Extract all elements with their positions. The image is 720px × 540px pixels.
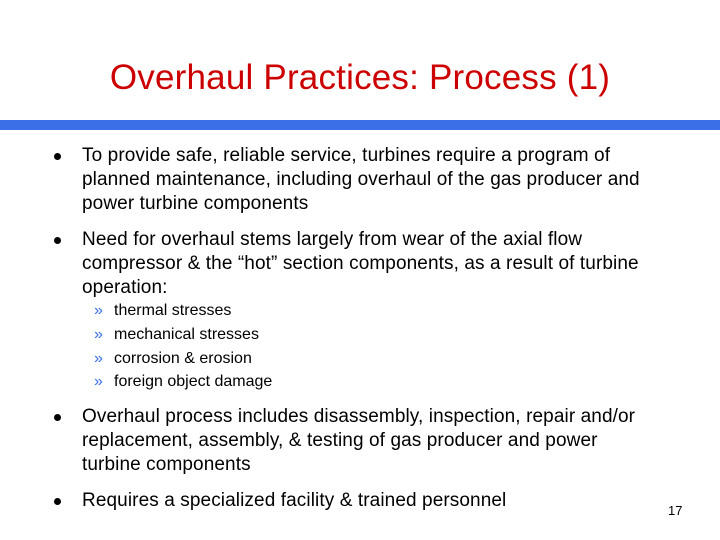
- sub-bullet-item: [94, 370, 514, 394]
- bullet-dot-icon: [54, 237, 61, 244]
- sub-bullet-item: [94, 347, 514, 371]
- double-chevron-icon: »: [94, 302, 103, 319]
- sub-bullet-text: mechanical stresses: [114, 326, 259, 343]
- page-number: 17: [668, 503, 683, 518]
- sub-bullet-text: thermal stresses: [114, 302, 232, 319]
- sub-bullet-item: [94, 299, 514, 323]
- title-underline-bar: [0, 120, 720, 130]
- bullet-dot-icon: [54, 153, 61, 160]
- slide-title: Overhaul Practices: Process (1): [109, 58, 611, 97]
- double-chevron-icon: »: [94, 350, 103, 367]
- bullet-dot-icon: [54, 414, 61, 421]
- double-chevron-icon: »: [94, 373, 103, 390]
- bullet-dot-icon: [54, 498, 61, 505]
- bullet-text: To provide safe, reliable service, turbines require a program of planned maintenance, including overhaul of the gas producer and power turbine components: [82, 145, 640, 214]
- sub-bullet-text: foreign object damage: [114, 373, 273, 390]
- double-chevron-icon: »: [94, 326, 103, 343]
- bullet-text: Requires a specialized facility & trained personnel: [82, 490, 507, 511]
- sub-bullet-text: corrosion & erosion: [114, 350, 252, 367]
- bullet-text: Need for overhaul stems largely from wear of the axial flow compressor & the “hot” section components, as a result of turbine operation:: [82, 229, 639, 298]
- bullet-text: Overhaul process includes disassembly, inspection, repair and/or replacement, assembly, & testing of gas producer and power turbine components: [82, 406, 636, 475]
- sub-bullet-item: [94, 323, 514, 347]
